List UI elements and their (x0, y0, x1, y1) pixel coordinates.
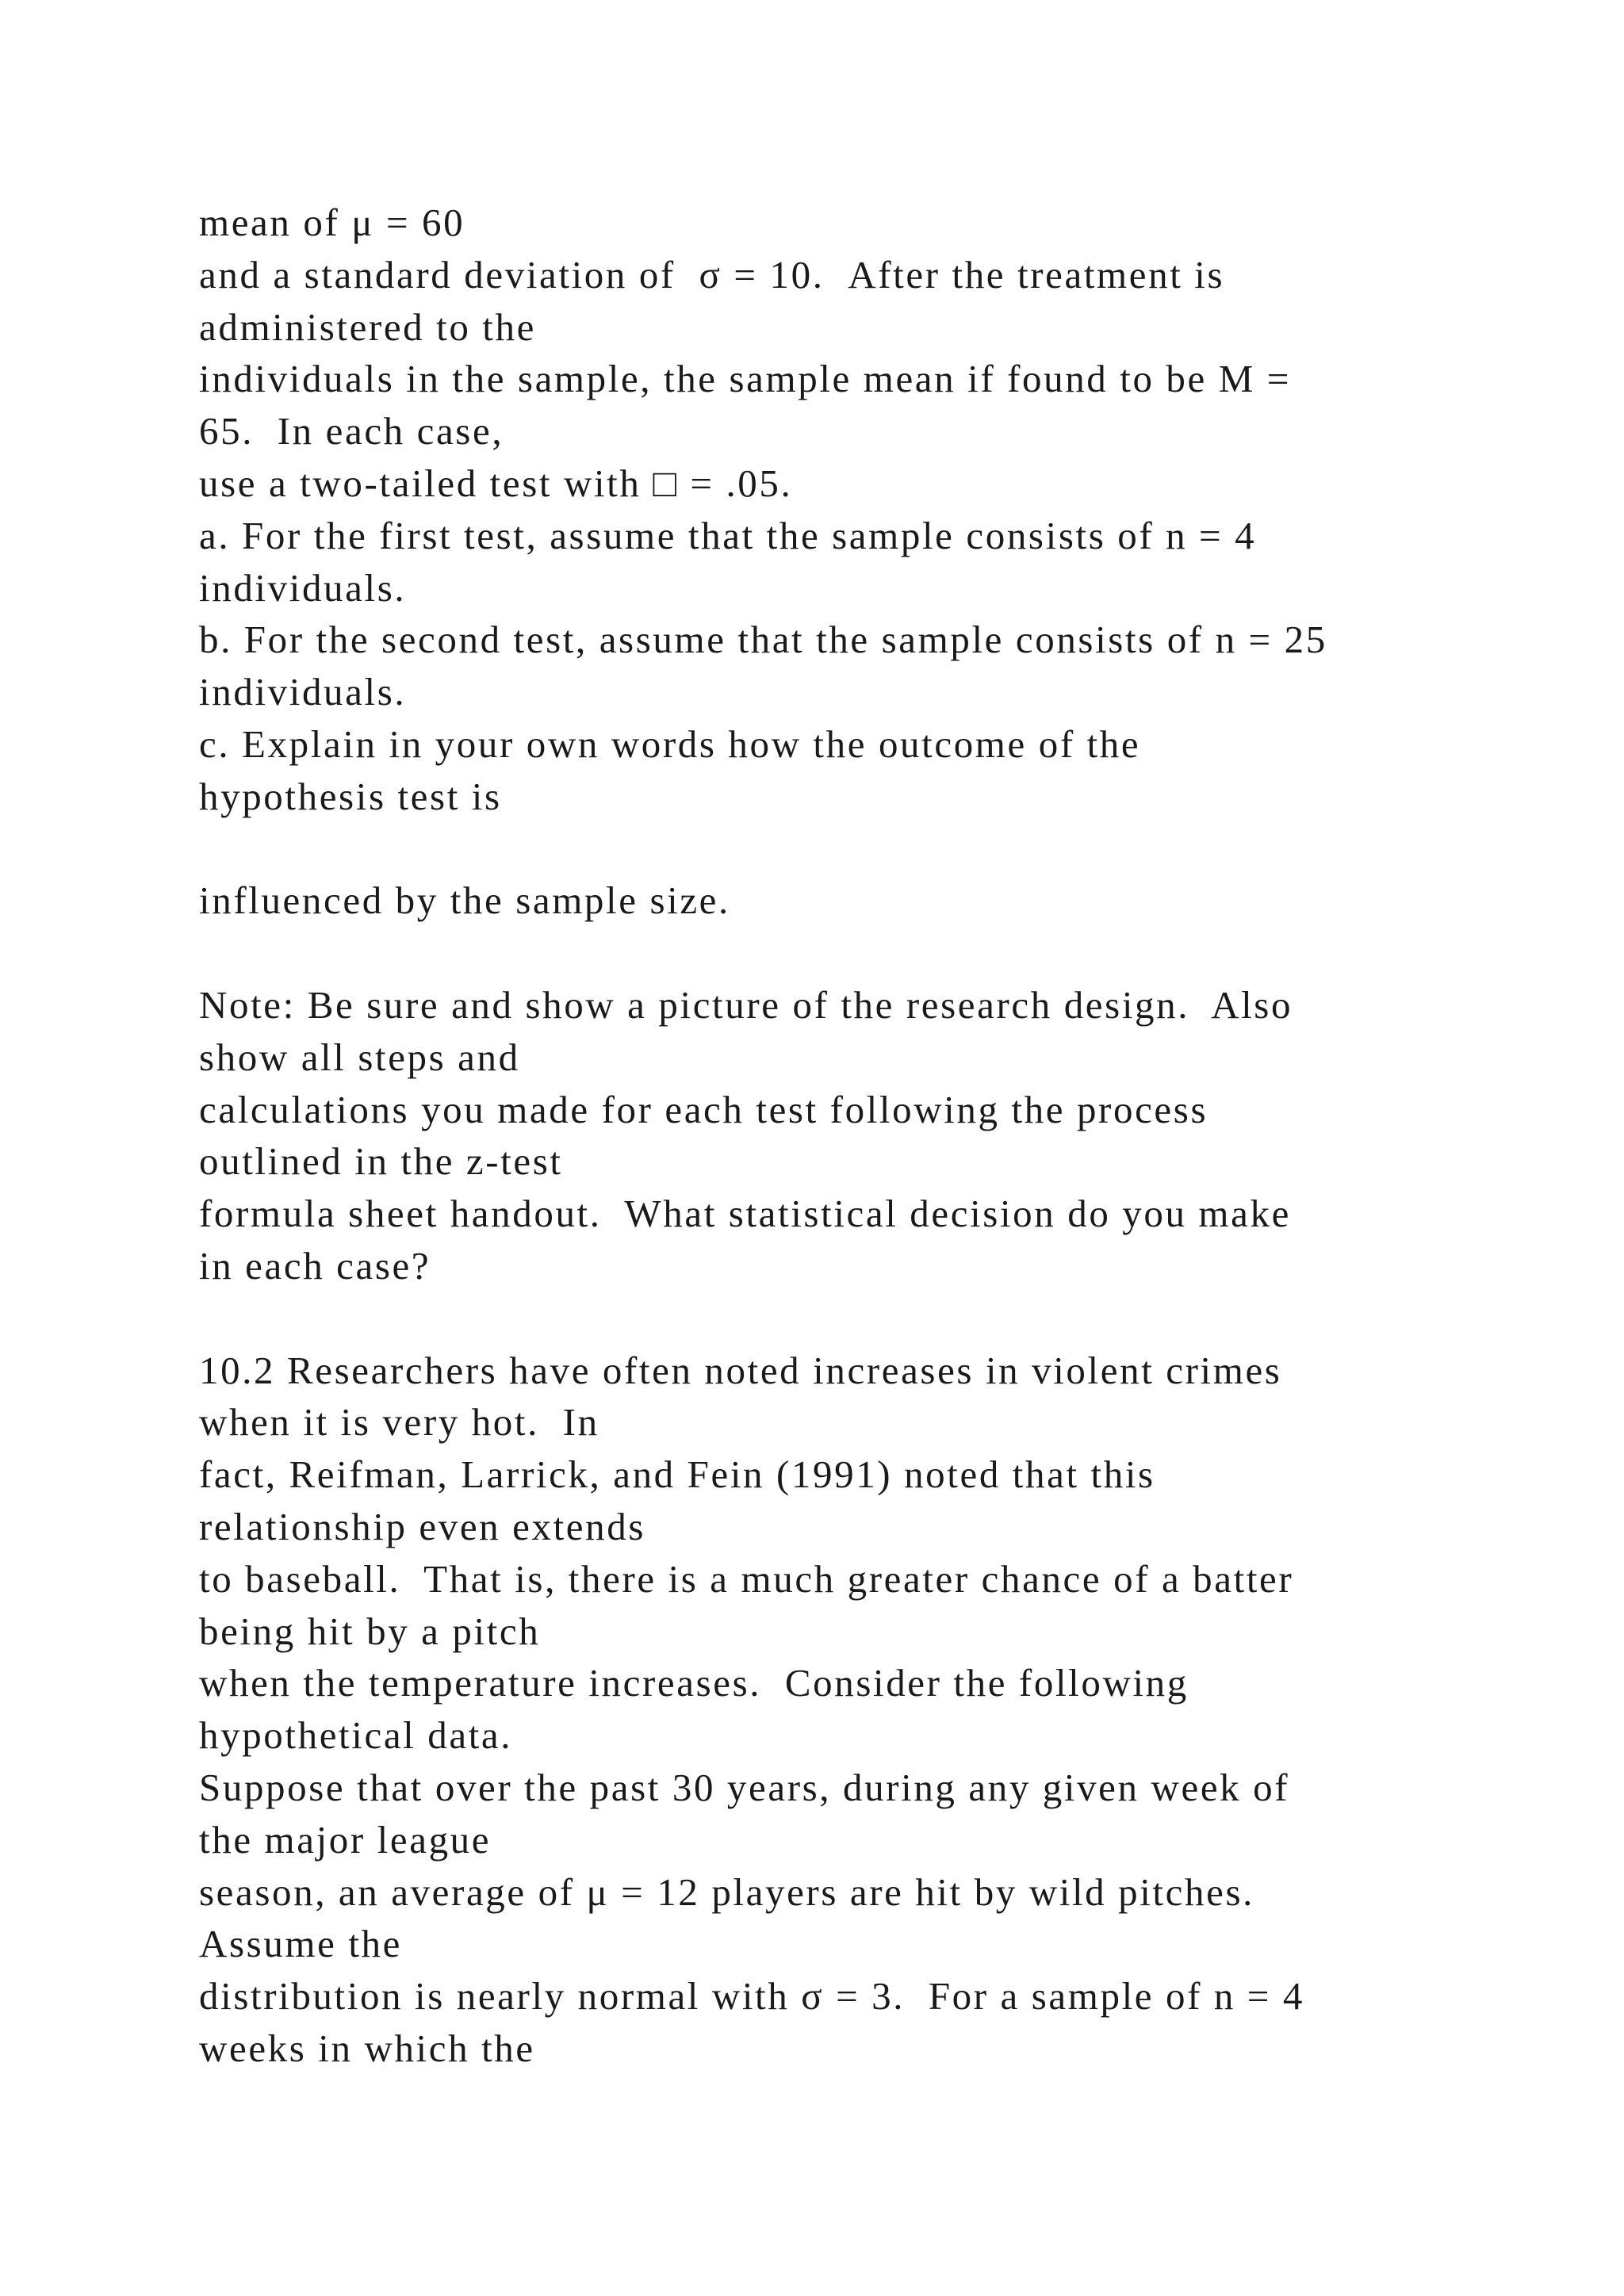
text-line: formula sheet handout. What statistical decision do you make (199, 1192, 1291, 1236)
text-line: to baseball. That is, there is a much greater chance of a batter (199, 1556, 1294, 1601)
text-line: calculations you made for each test following the process (199, 1087, 1208, 1131)
text-line: fact, Reifman, Larrick, and Fein (1991) noted that this (199, 1452, 1155, 1497)
text-line: individuals. (199, 565, 407, 610)
text-line: a. For the first test, assume that the sample consists of n = 4 (199, 513, 1257, 557)
text-line: individuals. (199, 670, 407, 714)
text-line: being hit by a pitch (199, 1609, 541, 1653)
text-line: individuals in the sample, the sample mean if found to be M = (199, 357, 1291, 401)
text-line: the major league (199, 1817, 492, 1862)
text-line: season, an average of μ = 12 players are hit by wild pitches. (199, 1869, 1254, 1914)
text-line: distribution is nearly normal with σ = 3. For a sample of n = 4 (199, 1974, 1304, 2019)
text-line: in each case? (199, 1243, 431, 1288)
blank-line (199, 1292, 1500, 1345)
text-line: relationship even extends (199, 1504, 646, 1548)
text-line: hypothesis test is (199, 774, 502, 818)
blank-line (199, 823, 1500, 875)
text-line: Note: Be sure and show a picture of the research design. Also (199, 982, 1293, 1027)
text-line: use a two-tailed test with □ = .05. (199, 461, 793, 505)
text-line: Assume the (199, 1922, 402, 1966)
text-line: show all steps and (199, 1035, 520, 1079)
text-line: hypothetical data. (199, 1713, 513, 1758)
text-line: outlined in the z-test (199, 1139, 563, 1184)
text-line: weeks in which the (199, 2026, 535, 2070)
text-line: Suppose that over the past 30 years, during any given week of (199, 1765, 1290, 1809)
text-line: influenced by the sample size. (199, 878, 730, 923)
text-line: when it is very hot. In (199, 1400, 599, 1445)
text-line: 10.2 Researchers have often noted increases in violent crimes (199, 1348, 1282, 1392)
blank-line (199, 927, 1500, 979)
text-line: b. For the second test, assume that the sample consists of n = 25 (199, 618, 1327, 662)
document-page (199, 197, 1500, 2075)
text-line: mean of μ = 60 (199, 201, 465, 244)
text-line: c. Explain in your own words how the outcome of the (199, 721, 1141, 766)
text-line: administered to the (199, 304, 536, 349)
text-line: and a standard deviation of σ = 10. After the treatment is (199, 252, 1225, 297)
text-line: when the temperature increases. Consider the following (199, 1661, 1189, 1705)
text-line: 65. In each case, (199, 409, 504, 453)
